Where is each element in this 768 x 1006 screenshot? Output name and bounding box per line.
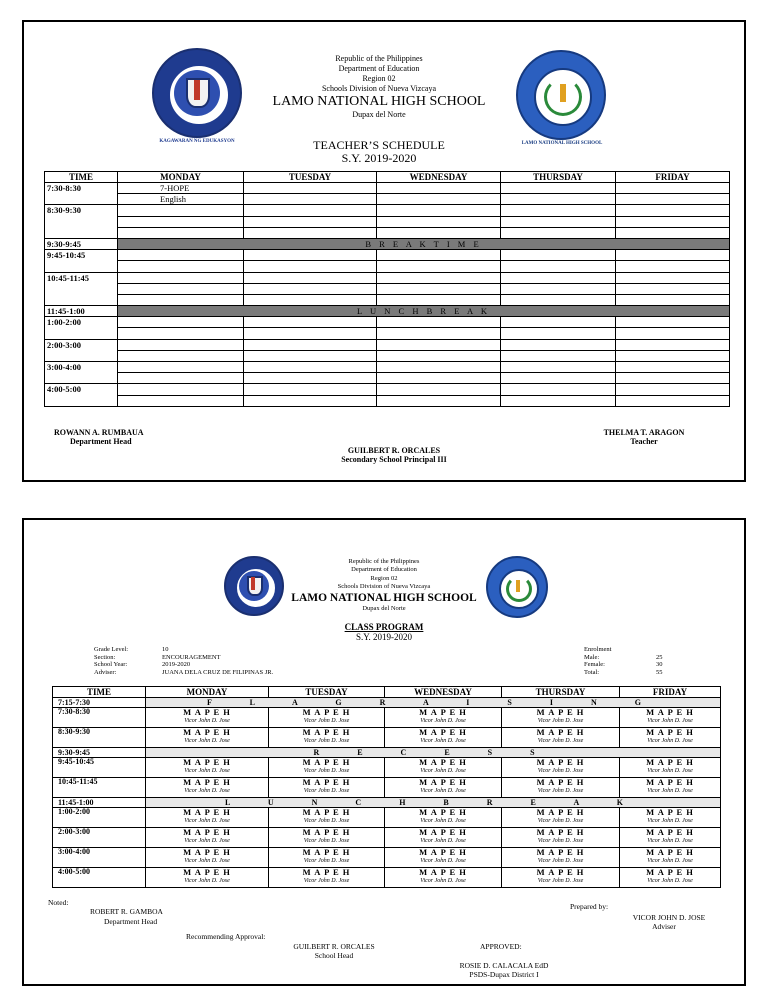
subject-label: M A P E H — [536, 807, 585, 817]
teacher-label: Vicor John D. Jose — [184, 837, 230, 844]
enrolment-info — [584, 646, 704, 676]
col-tuesday: TUESDAY — [244, 172, 377, 183]
table-row — [45, 362, 730, 373]
class-cell — [269, 728, 385, 748]
class-cell — [385, 708, 502, 728]
teacher-label: Vicor John D. Jose — [537, 787, 584, 794]
class-cell — [502, 828, 620, 848]
subject-label: M A P E H — [646, 807, 694, 817]
deped-seal-icon — [152, 48, 242, 138]
col-friday: FRIDAY — [620, 687, 721, 698]
teacher-label: Vicor John D. Jose — [647, 817, 693, 824]
teacher-label: Vicor John D. Jose — [303, 857, 350, 864]
dept-head-title: Department Head — [104, 917, 158, 926]
teacher-label: Vicor John D. Jose — [420, 717, 466, 724]
class-cell — [146, 758, 269, 778]
school-head-name: GUILBERT R. ORCALES — [293, 942, 375, 951]
time-cell: 9:45-10:45 — [53, 758, 146, 778]
class-cell — [269, 708, 385, 728]
table-row — [45, 272, 730, 283]
school-name: LAMO NATIONAL HIGH SCHOOL — [272, 94, 486, 109]
school-name: LAMO NATIONAL HIGH SCHOOL — [291, 591, 477, 604]
class-cell — [269, 848, 385, 868]
teacher-label: Vicor John D. Jose — [303, 737, 350, 744]
class-cell — [502, 808, 620, 828]
subject-label: M A P E H — [536, 827, 585, 837]
teacher-label: Vicor John D. Jose — [303, 817, 350, 824]
subject-label: M A P E H — [183, 727, 231, 737]
class-cell — [146, 708, 269, 728]
department-line: Department of Education — [338, 64, 420, 73]
republic-line: Republic of the Philippines — [348, 558, 420, 565]
teacher-label: Vicor John D. Jose — [420, 817, 466, 824]
class-cell — [385, 848, 502, 868]
class-cell — [146, 848, 269, 868]
teacher-label: Vicor John D. Jose — [184, 877, 230, 884]
subject-label: M A P E H — [419, 727, 467, 737]
col-time: TIME — [45, 172, 118, 183]
subject-label: M A P E H — [536, 847, 585, 857]
teacher-label: Vicor John D. Jose — [537, 737, 584, 744]
subject-label: M A P E H — [646, 727, 694, 737]
subject-label: M A P E H — [646, 847, 694, 857]
time-cell: 2:00-3:00 — [53, 828, 146, 848]
teacher-title: Teacher — [630, 437, 658, 446]
signatory-center — [294, 446, 494, 464]
subject-label: M A P E H — [419, 847, 467, 857]
adviser-label: Adviser: — [94, 668, 117, 676]
teacher-label: Vicor John D. Jose — [303, 837, 350, 844]
signatory-right — [564, 428, 724, 446]
female-value: 30 — [656, 661, 663, 668]
adviser-name: VICOR JOHN D. JOSE — [632, 913, 706, 922]
col-monday: MONDAY — [118, 172, 244, 183]
teacher-label: Vicor John D. Jose — [420, 737, 466, 744]
class-cell — [620, 778, 721, 798]
class-cell — [269, 808, 385, 828]
table-row — [53, 848, 721, 868]
table-row — [53, 708, 721, 728]
subject-label: M A P E H — [419, 757, 467, 767]
time-cell: 8:30-9:30 — [53, 728, 146, 748]
teacher-label: Vicor John D. Jose — [537, 767, 584, 774]
teacher-label: Vicor John D. Jose — [537, 877, 584, 884]
title-block — [264, 139, 494, 165]
school-head-title: School Head — [314, 951, 354, 960]
subject-label: M A P E H — [536, 867, 585, 877]
class-cell — [146, 808, 269, 828]
adviser-title: Adviser — [652, 922, 676, 931]
teacher-label: Vicor John D. Jose — [647, 717, 693, 724]
teacher-label: Vicor John D. Jose — [184, 817, 230, 824]
table-row — [45, 194, 730, 205]
time-cell: 3:00-4:00 — [45, 362, 118, 384]
noted-label: Noted: — [48, 898, 69, 907]
psds-title: PSDS-Dupax District I — [469, 970, 539, 979]
school-year: S.Y. 2019-2020 — [341, 151, 417, 165]
dept-head-name: ROBERT R. GAMBOA — [90, 907, 163, 916]
teacher-label: Vicor John D. Jose — [537, 857, 584, 864]
class-cell — [146, 868, 269, 888]
col-tuesday: TUESDAY — [269, 687, 385, 698]
teacher-label: Vicor John D. Jose — [647, 837, 693, 844]
subject-label: M A P E H — [302, 777, 351, 787]
col-friday: FRIDAY — [616, 172, 730, 183]
sy-value: 2019-2020 — [162, 661, 191, 668]
time-cell: 8:30-9:30 — [45, 205, 118, 239]
table-row — [45, 384, 730, 395]
teacher-label: Vicor John D. Jose — [537, 717, 584, 724]
table-row — [53, 728, 721, 748]
lunch-label: L U N C H B R E A K — [146, 798, 721, 808]
teacher-label: Vicor John D. Jose — [303, 767, 350, 774]
class-cell — [385, 808, 502, 828]
approved-label: APPROVED: — [480, 942, 522, 951]
time-cell: 4:00-5:00 — [53, 868, 146, 888]
grade-label: Grade Level: — [94, 646, 129, 653]
principal-title: Secondary School Principal III — [341, 455, 447, 464]
region-line: Region 02 — [370, 574, 398, 582]
col-monday: MONDAY — [146, 687, 269, 698]
lamo-seal-caption: LAMO NATIONAL HIGH SCHOOL — [521, 141, 603, 146]
department-line: Department of Education — [351, 566, 417, 574]
subject-label: M A P E H — [419, 777, 467, 787]
subject-label: M A P E H — [302, 757, 351, 767]
table-header-row — [45, 172, 730, 183]
class-cell — [385, 778, 502, 798]
page-title: CLASS PROGRAM — [344, 622, 424, 632]
table-row — [53, 828, 721, 848]
subject-label: M A P E H — [183, 867, 231, 877]
division-line: Schools Division of Nueva Vizcaya — [321, 84, 436, 93]
subject-label: M A P E H — [302, 707, 351, 717]
male-label: Male: — [584, 653, 600, 661]
class-cell — [620, 808, 721, 828]
class-cell — [269, 828, 385, 848]
signatory-left — [54, 428, 214, 446]
class-cell — [620, 848, 721, 868]
teacher-label: Vicor John D. Jose — [647, 877, 693, 884]
male-value: 25 — [656, 653, 663, 661]
subject-label: M A P E H — [536, 777, 585, 787]
class-cell — [502, 728, 620, 748]
teacher-label: Vicor John D. Jose — [184, 717, 230, 724]
class-cell — [502, 758, 620, 778]
class-cell — [502, 848, 620, 868]
teacher-label: Vicor John D. Jose — [647, 767, 693, 774]
section-value: ENCOURAGEMENT — [162, 653, 221, 661]
col-thursday: THURSDAY — [501, 172, 616, 183]
lamo-school-seal-icon — [516, 50, 606, 140]
lunch-row — [45, 306, 730, 317]
table-row — [53, 808, 721, 828]
dept-head-name: ROWANN A. RUMBAUA — [54, 428, 144, 437]
teacher-label: Vicor John D. Jose — [537, 837, 584, 844]
subject-label: M A P E H — [183, 777, 231, 787]
lunch-row — [53, 798, 721, 808]
enrolment-label: Enrolment — [584, 646, 612, 653]
school-year: S.Y. 2019-2020 — [355, 632, 413, 642]
class-cell — [146, 728, 269, 748]
teacher-label: Vicor John D. Jose — [303, 877, 350, 884]
dept-head-title: Department Head — [70, 437, 132, 446]
table-row — [45, 183, 730, 194]
teacher-label: Vicor John D. Jose — [647, 737, 693, 744]
subject-label: M A P E H — [183, 757, 231, 767]
subject-label: M A P E H — [419, 807, 467, 817]
teacher-label: Vicor John D. Jose — [420, 857, 466, 864]
subject-label: M A P E H — [302, 727, 351, 737]
teacher-label: Vicor John D. Jose — [420, 837, 466, 844]
break-row — [45, 238, 730, 249]
subject-label: M A P E H — [183, 807, 231, 817]
col-time: TIME — [53, 687, 146, 698]
recess-label: R E C E S S — [146, 748, 721, 758]
table-row — [45, 317, 730, 328]
time-cell: 7:15-7:30 — [53, 698, 146, 708]
recommending-label: Recommending Approval: — [186, 932, 266, 941]
subject-label: M A P E H — [646, 707, 694, 717]
class-cell — [269, 758, 385, 778]
table-row — [53, 868, 721, 888]
teacher-label: Vicor John D. Jose — [184, 737, 230, 744]
subject-label: M A P E H — [419, 827, 467, 837]
time-cell: 4:00-5:00 — [45, 384, 118, 406]
subject-label: M A P E H — [302, 827, 351, 837]
subject-label: M A P E H — [183, 827, 231, 837]
lunch-break-label: L U N C H B R E A K — [118, 306, 730, 317]
class-cell — [269, 778, 385, 798]
class-program-page — [22, 518, 746, 986]
teacher-schedule-table — [44, 171, 730, 407]
title-block — [284, 622, 484, 642]
teacher-label: Vicor John D. Jose — [420, 877, 466, 884]
table-row — [53, 778, 721, 798]
class-info — [94, 646, 344, 676]
flag-raising-label: F L A G R A I S I N G — [146, 698, 721, 708]
subject-label: M A P E H — [646, 827, 694, 837]
subject-label: M A P E H — [646, 757, 694, 767]
psds-name: ROSIE D. CALACALA EdD — [459, 961, 549, 970]
total-label: Total: — [584, 668, 600, 676]
class-cell — [620, 868, 721, 888]
subject-label: M A P E H — [536, 727, 585, 737]
class-cell — [502, 868, 620, 888]
deped-seal-caption: KAGAWARAN NG EDUKASYON — [159, 139, 235, 144]
time-cell: 10:45-11:45 — [45, 272, 118, 306]
subject-label: M A P E H — [646, 867, 694, 877]
teacher-label: Vicor John D. Jose — [303, 717, 350, 724]
deped-seal-icon — [224, 556, 284, 616]
time-cell: 7:30-8:30 — [53, 708, 146, 728]
class-cell — [620, 708, 721, 728]
class-cell — [502, 778, 620, 798]
subject-label: M A P E H — [302, 807, 351, 817]
col-thursday: THURSDAY — [502, 687, 620, 698]
header-block — [284, 558, 484, 613]
teacher-label: Vicor John D. Jose — [184, 787, 230, 794]
division-line: Schools Division of Nueva Vizcaya — [337, 583, 431, 591]
grade-value: 10 — [162, 646, 169, 653]
time-cell: 9:30-9:45 — [53, 748, 146, 758]
teacher-label: Vicor John D. Jose — [537, 817, 584, 824]
table-row — [53, 758, 721, 778]
class-cell — [385, 868, 502, 888]
schedule-cell: English — [118, 194, 244, 205]
subject-label: M A P E H — [302, 867, 351, 877]
col-wednesday: WEDNESDAY — [377, 172, 501, 183]
class-cell — [385, 758, 502, 778]
teacher-name: THELMA T. ARAGON — [603, 428, 685, 437]
teacher-label: Vicor John D. Jose — [184, 767, 230, 774]
class-cell — [502, 708, 620, 728]
address-line: Dupax del Norte — [362, 604, 406, 612]
lamo-school-seal-icon — [486, 556, 548, 618]
region-line: Region 02 — [362, 74, 396, 83]
time-cell: 3:00-4:00 — [53, 848, 146, 868]
table-row — [45, 250, 730, 261]
subject-label: M A P E H — [419, 707, 467, 717]
principal-name: GUILBERT R. ORCALES — [347, 446, 441, 455]
class-cell — [620, 728, 721, 748]
recess-row — [53, 748, 721, 758]
subject-label: M A P E H — [302, 847, 351, 857]
teachers-schedule-page — [22, 20, 746, 482]
time-cell: 10:45-11:45 — [53, 778, 146, 798]
time-cell: 1:00-2:00 — [53, 808, 146, 828]
sy-label: School Year: — [94, 661, 128, 668]
time-cell: 11:45-1:00 — [45, 306, 118, 317]
time-cell: 1:00-2:00 — [45, 317, 118, 339]
flag-raising-row — [53, 698, 721, 708]
subject-label: M A P E H — [183, 847, 231, 857]
class-cell — [620, 758, 721, 778]
class-cell — [146, 828, 269, 848]
address-line: Dupax del Norte — [352, 110, 406, 119]
class-cell — [620, 828, 721, 848]
teacher-label: Vicor John D. Jose — [184, 857, 230, 864]
time-cell: 9:45-10:45 — [45, 250, 118, 272]
teacher-label: Vicor John D. Jose — [420, 787, 466, 794]
time-cell: 7:30-8:30 — [45, 183, 118, 205]
teacher-label: Vicor John D. Jose — [303, 787, 350, 794]
time-cell: 9:30-9:45 — [45, 238, 118, 249]
class-cell — [269, 868, 385, 888]
schedule-cell: 7-HOPE — [118, 183, 244, 194]
female-label: Female: — [584, 661, 605, 668]
teacher-label: Vicor John D. Jose — [420, 767, 466, 774]
page-title: TEACHER’S SCHEDULE — [313, 138, 445, 152]
teacher-label: Vicor John D. Jose — [647, 787, 693, 794]
class-program-table — [52, 686, 721, 888]
subject-label: M A P E H — [183, 707, 231, 717]
section-label: Section: — [94, 653, 116, 661]
subject-label: M A P E H — [536, 757, 585, 767]
time-cell: 2:00-3:00 — [45, 339, 118, 361]
header-block — [264, 54, 494, 120]
total-value: 55 — [656, 668, 663, 676]
table-row — [45, 205, 730, 216]
table-header-row — [53, 687, 721, 698]
class-cell — [146, 778, 269, 798]
class-cell — [385, 828, 502, 848]
republic-line: Republic of the Philippines — [335, 54, 423, 63]
time-cell: 11:45-1:00 — [53, 798, 146, 808]
break-time-label: B R E A K T I M E — [118, 238, 730, 249]
subject-label: M A P E H — [419, 867, 467, 877]
class-cell — [385, 728, 502, 748]
table-row — [45, 339, 730, 350]
subject-label: M A P E H — [646, 777, 694, 787]
col-wednesday: WEDNESDAY — [385, 687, 502, 698]
subject-label: M A P E H — [536, 707, 585, 717]
prepared-label: Prepared by: — [570, 902, 609, 911]
adviser-value: JUANA DELA CRUZ DE FILIPINAS JR. — [162, 668, 274, 676]
teacher-label: Vicor John D. Jose — [647, 857, 693, 864]
